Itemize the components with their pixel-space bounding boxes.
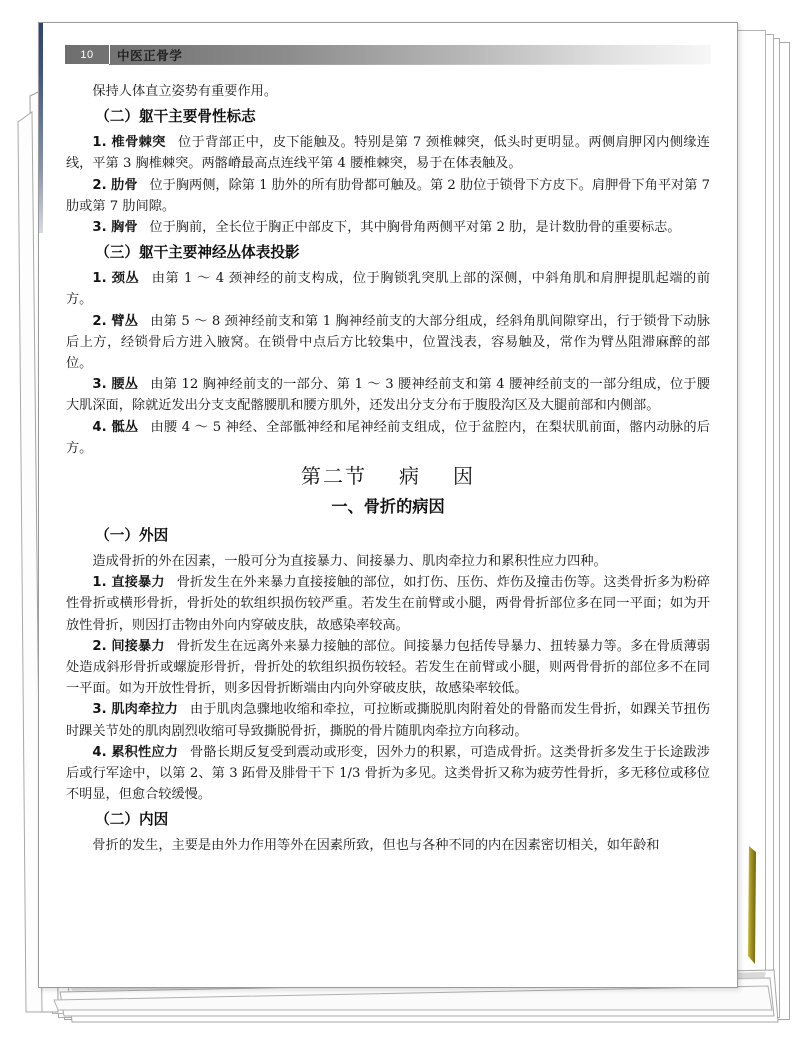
list-item-sternum-text: 位于胸前，全长位于胸正中部皮下，其中胸骨角两侧平对第 2 肋，是计数肋骨的重要标志。	[149, 220, 681, 236]
heading-bone-landmarks: （二）躯干主要骨性标志	[95, 108, 256, 126]
list-item-lumbar-plexus-lead: 3. 腰丛	[92, 377, 139, 393]
list-item-cervical-plexus	[66, 268, 710, 310]
list-item-cervical-plexus-lead: 1. 颈丛	[92, 271, 140, 287]
list-item-muscle-traction-lead: 3. 肌肉牵拉力	[92, 702, 178, 718]
list-item-rib-text: 位于胸两侧，除第 1 肋外的所有肋骨都可触及。第 2 肋位于锁骨下方皮下。肩胛骨下角平对第 7 肋或第 7 肋间隙。	[66, 177, 710, 214]
list-item-brachial-plexus	[66, 311, 710, 375]
heading-nerve-plexus: （三）躯干主要神经丛体表投影	[95, 244, 300, 262]
running-head-rule	[109, 64, 711, 65]
subsection-heading: 一、骨折的病因	[331, 497, 445, 517]
list-item-cumulative-stress	[66, 742, 710, 806]
list-item-cumulative-stress-text: 骨骼长期反复受到震动或形变，因外力的积累，可造成骨折。这类骨折多发生于长途跋涉后或行军途中，以第 2、第 3 跖骨及腓骨干下 1/3 骨折为多见。这类骨折又称为疲劳性骨折，多无移位或移位不明显，但愈合较缓慢。	[66, 744, 710, 803]
intro-paragraph: 保持人体直立姿势有重要作用。	[92, 84, 278, 99]
list-item-lumbar-plexus	[66, 374, 710, 416]
section-heading-title-char-1: 病	[399, 464, 421, 489]
list-item-sternum-lead: 3. 胸骨	[92, 220, 138, 236]
list-item-lumbar-plexus-text: 由第 12 胸神经前支的一部分、第 1 ～ 3 腰神经前支和第 4 腰神经前支的一部分组成，位于腰大肌深面，除就近发出分支支配髂腰肌和腰方肌外，还发出分支分布于腹股沟区及大腿前部和内侧部。	[66, 377, 710, 414]
list-item-vertebra	[66, 132, 710, 174]
list-item-rib-lead: 2. 肋骨	[92, 177, 138, 193]
book-page	[38, 22, 738, 988]
list-item-sacral-plexus-text: 由腰 4 ～ 5 神经、全部骶神经和尾神经前支组成，位于盆腔内，在梨状肌前面，髂内动脉的后方。	[66, 419, 710, 456]
list-item-sacral-plexus-lead: 4. 骶丛	[92, 419, 139, 435]
list-item-sternum	[66, 217, 710, 238]
page-number: 10	[80, 48, 94, 61]
list-item-direct-force-lead: 1. 直接暴力	[92, 575, 165, 591]
list-item-cervical-plexus-text: 由第 1 ～ 4 颈神经的前支构成，位于胸锁乳突肌上部的深侧，中斜角肌和肩胛提肌起端的前方。	[66, 271, 711, 308]
list-item-muscle-traction	[66, 699, 710, 741]
page-content	[66, 81, 710, 857]
list-item-indirect-force-lead: 2. 间接暴力	[92, 638, 165, 654]
running-head-divider	[109, 45, 110, 64]
list-item-vertebra-lead: 1. 椎骨棘突	[92, 135, 166, 151]
section-heading-label: 第二节	[301, 464, 367, 489]
section-heading	[66, 459, 710, 493]
heading-external-causes: （一）外因	[95, 527, 169, 545]
list-item-brachial-plexus-text: 由第 5 ～ 8 颈神经前支和第 1 胸神经前支的大部分组成，经斜角肌间隙穿出，行于锁骨下动脉后上方，经锁骨后方进入腋窝。在锁骨中点后方比较集中，位置浅表，容易触及，常作为臂丛阻滞麻醉的部位。	[66, 313, 710, 372]
book-title: 中医正骨学	[117, 48, 183, 63]
heading-internal-causes: （二）内因	[95, 811, 169, 829]
internal-causes-paragraph: 骨折的发生，主要是由外力作用等外在因素所致，但也与各种不同的内在因素密切相关，如年龄和	[92, 838, 660, 854]
section-heading-title-char-2: 因	[453, 464, 475, 489]
external-causes-intro: 造成骨折的外在因素，一般可分为直接暴力、间接暴力、肌肉牵拉力和累积性应力四种。	[92, 554, 607, 570]
list-item-sacral-plexus	[66, 417, 710, 459]
list-item-indirect-force-text: 骨折发生在远离外来暴力接触的部位。间接暴力包括传导暴力、扭转暴力等。多在骨质薄弱处造成斜形骨折或螺旋形骨折，骨折处的软组织损伤较轻。若发生在前臂或小腿，则两骨骨折的部位多不在同一平面。如为开放性骨折，则多因骨折断端由内向外穿破皮肤，故感染率较低。	[66, 638, 711, 697]
list-item-rib	[66, 175, 710, 217]
list-item-vertebra-text: 位于背部正中，皮下能触及。特别是第 7 颈椎棘突，低头时更明显。两侧肩胛冈内侧缘连线，平第 3 胸椎棘突。两髂嵴最高点连线平第 4 腰椎棘突，易于在体表触及。	[66, 135, 710, 172]
list-item-muscle-traction-text: 由于肌肉急骤地收缩和牵拉，可拉断或撕脱肌肉附着处的骨骼而发生骨折，如踝关节扭伤时踝关节处的肌肉剧烈收缩可导致撕脱骨折，撕脱的骨片随肌肉牵拉方向移动。	[66, 702, 710, 739]
book-spine-edge	[39, 23, 43, 233]
list-item-brachial-plexus-lead: 2. 臂丛	[92, 313, 139, 329]
list-item-direct-force	[66, 572, 710, 636]
running-head	[65, 45, 711, 71]
list-item-direct-force-text: 骨折发生在外来暴力直接接触的部位，如打伤、压伤、炸伤及撞击伤等。这类骨折多为粉碎性骨折或横形骨折，骨折处的软组织损伤较严重。若发生在前臂或小腿，两骨骨折部位多在同一平面；如为开放性骨折，则因打击物由外向内穿破皮肤，故感染率较高。	[66, 575, 711, 633]
list-item-indirect-force	[66, 636, 710, 700]
list-item-cumulative-stress-lead: 4. 累积性应力	[92, 744, 178, 760]
